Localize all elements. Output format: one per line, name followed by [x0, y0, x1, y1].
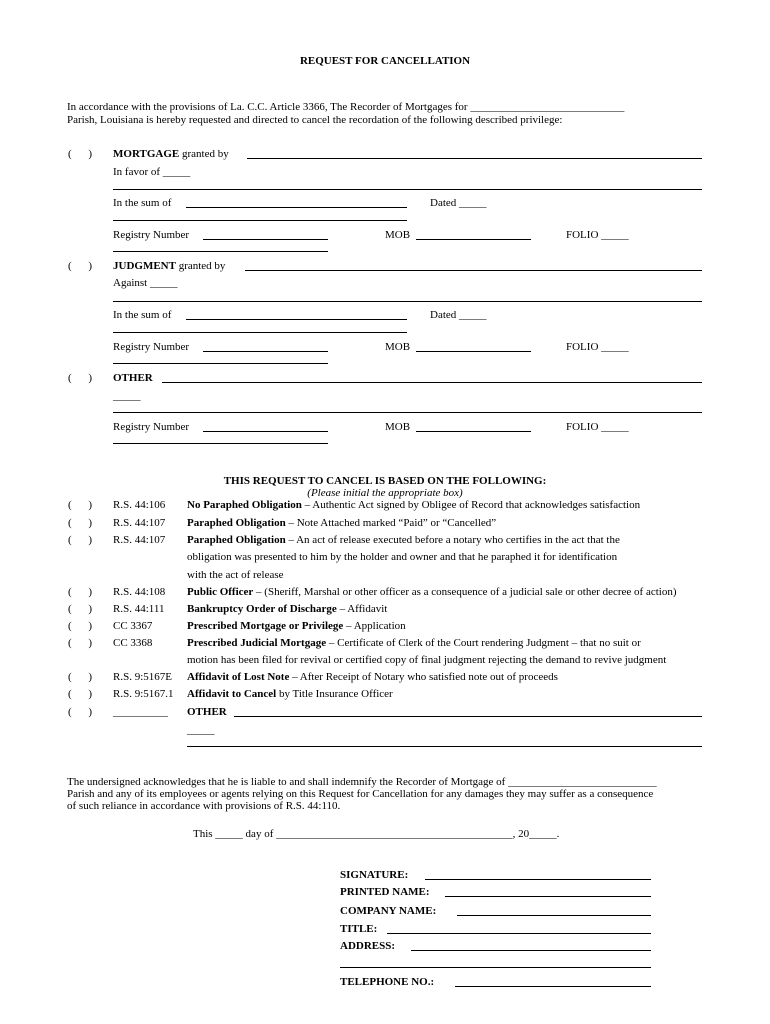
basis-checkbox[interactable]: ( )	[68, 637, 92, 649]
other-registry-field[interactable]	[203, 431, 328, 432]
mortgage-sum-field-2[interactable]	[113, 220, 407, 221]
other-registry-label: Registry Number	[113, 421, 190, 433]
basis-other-label: OTHER	[187, 706, 227, 718]
basis-checkbox[interactable]: ( )	[68, 620, 92, 632]
mortgage-sum-field[interactable]	[186, 207, 407, 208]
basis-checkbox[interactable]: ( )	[68, 586, 92, 598]
judgment-registry-label: Registry Number	[113, 341, 190, 353]
other-registry-field-2[interactable]	[113, 443, 328, 444]
basis-item: Affidavit to Cancel by Title Insurance Officer	[187, 688, 393, 700]
basis-heading: THIS REQUEST TO CANCEL IS BASED ON THE FOLLOWING:	[223, 475, 547, 487]
mortgage-heading: MORTGAGE granted by	[113, 148, 229, 160]
mortgage-mob-label: MOB	[385, 229, 411, 241]
basis-checkbox[interactable]: ( )	[68, 671, 92, 683]
judgment-heading: JUDGMENT granted by	[113, 260, 226, 272]
basis-item-cont: obligation was presented to him by the holder and owner and that he paraphed it for identification	[187, 551, 618, 563]
address-field-2[interactable]	[340, 967, 651, 968]
basis-ref: R.S. 44:106	[113, 499, 166, 511]
acknowledge-line-1: The undersigned acknowledges that he is liable to and shall indemnify the Recorder of Mortgage of ___________________________	[67, 776, 657, 788]
other-field-2[interactable]	[113, 412, 702, 413]
mortgage-folio: FOLIO _____	[566, 229, 629, 241]
basis-ref: R.S. 44:108	[113, 586, 166, 598]
basis-checkbox[interactable]: ( )	[68, 603, 92, 615]
basis-other-checkbox[interactable]: ( )	[68, 706, 92, 718]
date-line[interactable]: This _____ day of ___________________________________________, 20_____.	[193, 828, 560, 840]
basis-ref: R.S. 9:5167.1	[113, 688, 174, 700]
mortgage-registry-label: Registry Number	[113, 229, 190, 241]
basis-item: Prescribed Mortgage or Privilege – Application	[187, 620, 406, 632]
judgment-against: Against _____	[113, 277, 178, 289]
basis-item: Prescribed Judicial Mortgage – Certificate of Clerk of the Court rendering Judgment – that no suit or	[187, 637, 641, 649]
basis-ref: R.S. 44:107	[113, 534, 166, 546]
title-field[interactable]	[387, 933, 651, 934]
judgment-registry-field-2[interactable]	[113, 363, 328, 364]
intro-line-2: Parish, Louisiana is hereby requested and directed to cancel the recordation of the following described privilege:	[67, 114, 563, 126]
other-checkbox[interactable]: ( )	[68, 372, 92, 384]
other-field[interactable]	[162, 382, 702, 383]
basis-item: No Paraphed Obligation – Authentic Act signed by Obligee of Record that acknowledges satisfaction	[187, 499, 641, 511]
basis-item-cont: with the act of release	[187, 569, 284, 581]
judgment-against-field[interactable]	[113, 301, 702, 302]
basis-checkbox[interactable]: ( )	[68, 499, 92, 511]
basis-checkbox[interactable]: ( )	[68, 688, 92, 700]
judgment-sum-field[interactable]	[186, 319, 407, 320]
basis-other-field[interactable]	[234, 716, 702, 717]
signature-field[interactable]	[425, 879, 651, 880]
basis-ref: R.S. 44:107	[113, 517, 166, 529]
address-label: ADDRESS:	[340, 940, 396, 952]
acknowledge-line-3: of such reliance in accordance with provisions of R.S. 44:110.	[67, 800, 341, 812]
other-heading: OTHER	[113, 372, 153, 384]
address-field[interactable]	[411, 950, 651, 951]
mortgage-favor-field[interactable]	[113, 189, 702, 190]
mortgage-mob-field[interactable]	[416, 239, 531, 240]
company-name-field[interactable]	[457, 915, 651, 916]
acknowledge-line-2: Parish and any of its employees or agents relying on this Request for Cancellation for any damages they may suffer as a consequence	[67, 788, 654, 800]
judgment-sum-field-2[interactable]	[113, 332, 407, 333]
basis-ref: R.S. 44:111	[113, 603, 165, 615]
basis-ref: CC 3367	[113, 620, 153, 632]
telephone-field[interactable]	[455, 986, 651, 987]
basis-item: Public Officer – (Sheriff, Marshal or other officer as a consequence of a judicial sale or other decree of action)	[187, 586, 677, 598]
other-mob-label: MOB	[385, 421, 411, 433]
judgment-checkbox[interactable]: ( )	[68, 260, 92, 272]
judgment-folio: FOLIO _____	[566, 341, 629, 353]
mortgage-registry-field[interactable]	[203, 239, 328, 240]
mortgage-checkbox[interactable]: ( )	[68, 148, 92, 160]
judgment-registry-field[interactable]	[203, 351, 328, 352]
basis-subheading: (Please initial the appropriate box)	[307, 487, 463, 499]
judgment-dated: Dated _____	[430, 309, 487, 321]
basis-other-ref[interactable]: __________	[113, 706, 168, 718]
title-label: TITLE:	[340, 923, 378, 935]
basis-ref: CC 3368	[113, 637, 153, 649]
company-name-label: COMPANY NAME:	[340, 905, 437, 917]
basis-item-cont: motion has been filed for revival or certified copy of final judgment rejecting the demand to revive judgment	[187, 654, 667, 666]
other-folio: FOLIO _____	[566, 421, 629, 433]
mortgage-sum-label: In the sum of	[113, 197, 172, 209]
mortgage-in-favor-of: In favor of _____	[113, 166, 191, 178]
judgment-sum-label: In the sum of	[113, 309, 172, 321]
judgment-granted-by-field[interactable]	[245, 270, 702, 271]
page-title: REQUEST FOR CANCELLATION	[299, 55, 471, 67]
printed-name-field[interactable]	[445, 896, 651, 897]
basis-item: Paraphed Obligation – An act of release executed before a notary who certifies in the act that the	[187, 534, 620, 546]
mortgage-dated: Dated _____	[430, 197, 487, 209]
other-blank: _____	[113, 390, 141, 402]
basis-other-blank: _____	[187, 724, 215, 736]
basis-ref: R.S. 9:5167E	[113, 671, 172, 683]
basis-checkbox[interactable]: ( )	[68, 534, 92, 546]
judgment-mob-label: MOB	[385, 341, 411, 353]
basis-item: Bankruptcy Order of Discharge – Affidavit	[187, 603, 388, 615]
basis-item: Paraphed Obligation – Note Attached marked “Paid” or “Cancelled”	[187, 517, 497, 529]
mortgage-granted-by-field[interactable]	[247, 158, 702, 159]
printed-name-label: PRINTED NAME:	[340, 886, 430, 898]
basis-other-field-2[interactable]	[187, 746, 702, 747]
basis-checkbox[interactable]: ( )	[68, 517, 92, 529]
signature-label: SIGNATURE:	[340, 869, 409, 881]
judgment-mob-field[interactable]	[416, 351, 531, 352]
telephone-label: TELEPHONE NO.:	[340, 976, 435, 988]
basis-item: Affidavit of Lost Note – After Receipt of Notary who satisfied note out of proceeds	[187, 671, 558, 683]
intro-line-1: In accordance with the provisions of La. C.C. Article 3366, The Recorder of Mortgages for ____________________________	[67, 101, 625, 113]
mortgage-registry-field-2[interactable]	[113, 251, 328, 252]
other-mob-field[interactable]	[416, 431, 531, 432]
